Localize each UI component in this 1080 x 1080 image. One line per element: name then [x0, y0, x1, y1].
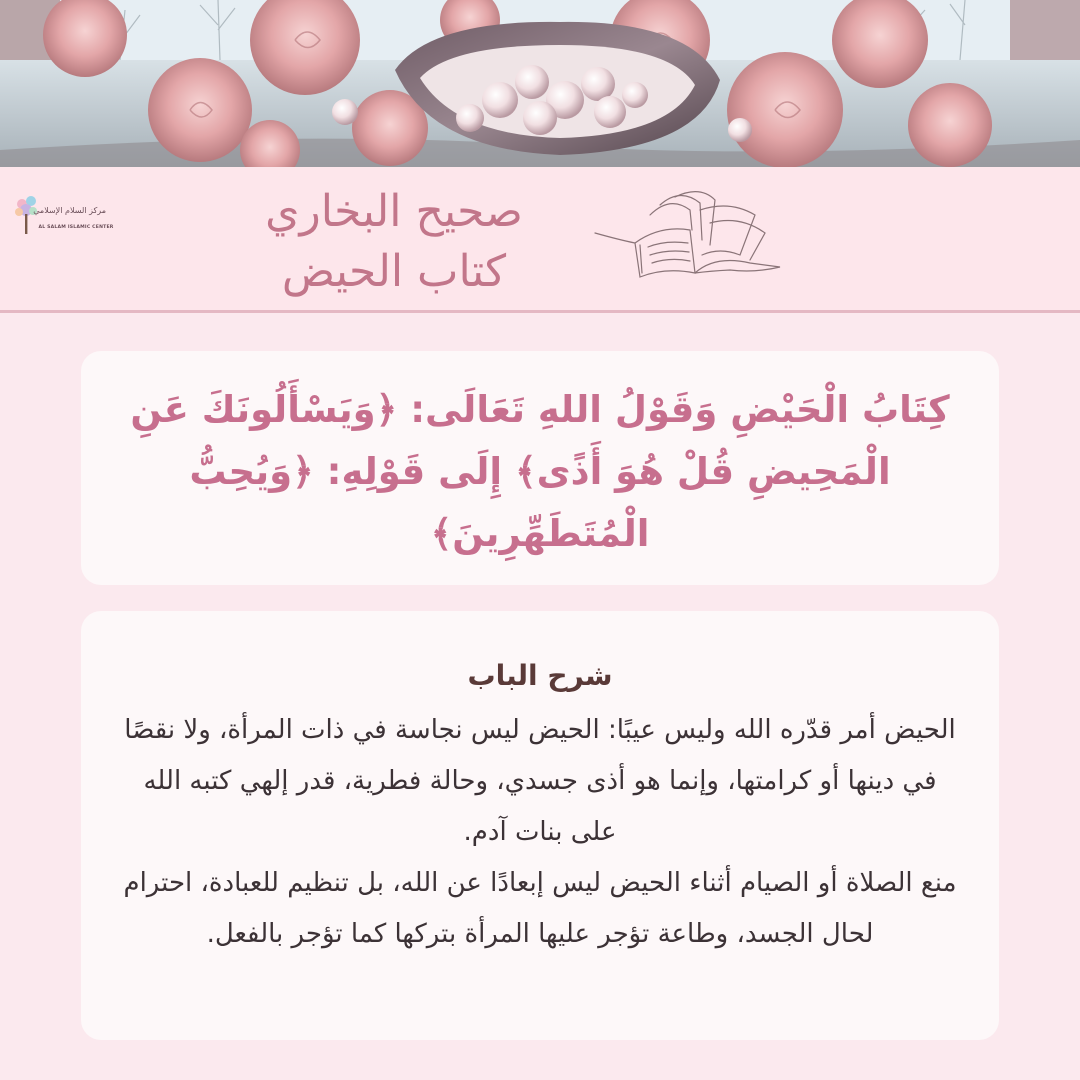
explanation-paragraph: منع الصلاة أو الصيام أثناء الحيض ليس إبعادًا عن الله، بل تنظيم للعبادة، احترام لحال الجسد، وطاعة تؤجر عليها المرأة بتركها كما تؤجر بالفعل.: [123, 868, 957, 949]
brand-logo: [12, 192, 114, 240]
explanation-body: [121, 705, 959, 960]
page-title-line2: كتاب الحيض: [281, 246, 507, 297]
hero-image-roses-pearls: [0, 0, 1080, 167]
explanation-title: شرح الباب: [467, 659, 613, 692]
open-book-icon: [590, 185, 785, 280]
ayah-text: كِتَابُ الْحَيْضِ وَقَوْلُ اللهِ تَعَالَى: ﴿وَيَسْأَلُونَكَ عَنِ الْمَحِيضِ قُلْ هُوَ أَذًى﴾ إِلَى قَوْلِهِ: ﴿وَيُحِبُّ الْمُتَطَهِّرِينَ﴾: [130, 388, 950, 555]
brand-name-english: AL SALAM ISLAMIC CENTER: [38, 225, 114, 230]
explanation-paragraph: الحيض أمر قدّره الله وليس عيبًا: الحيض ليس نجاسة في ذات المرأة، ولا نقصًا في دينها أو كرامتها، وإنما هو أذى جسدي، وحالة فطرية، قدر إلهي كتبه الله على بنات آدم.: [124, 715, 956, 847]
explanation-card: [81, 611, 999, 1040]
brand-name-arabic: مركز السلام الإسلامي: [33, 206, 106, 215]
ayah-card: [81, 351, 999, 585]
page-title-line1: صحيح البخاري: [265, 186, 523, 237]
tree-of-life-logo-icon: [12, 192, 42, 238]
